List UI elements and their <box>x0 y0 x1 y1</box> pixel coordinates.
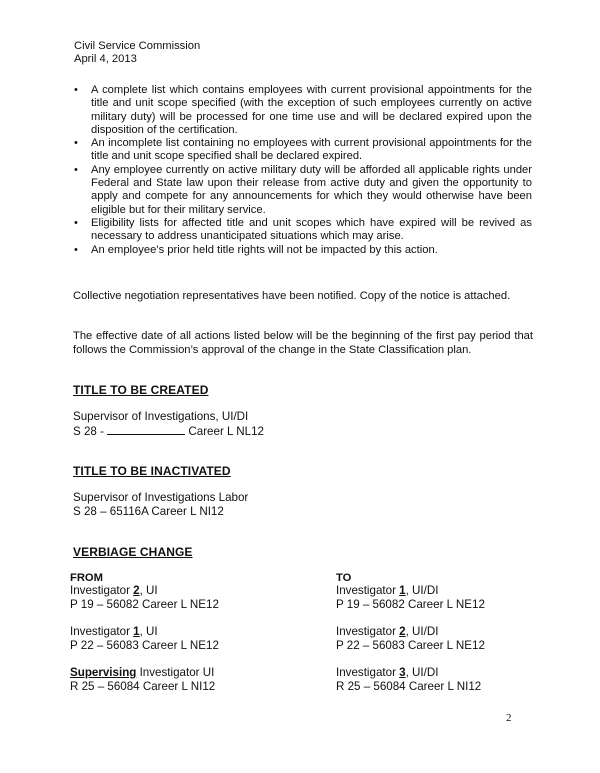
to-label: TO <box>336 572 352 584</box>
blank-code-line <box>107 424 185 435</box>
letter-date: April 4, 2013 <box>74 53 137 65</box>
title-inactivated-heading: TITLE TO BE INACTIVATED <box>73 464 231 478</box>
effective-date-paragraph: The effective date of all actions listed below will be the beginning of the first pay period that follows the Commission’s approval of the change in the State Classification plan. <box>73 330 533 356</box>
from-entry: Investigator 2, UI P 19 – 56082 Career L NE12 <box>70 584 219 611</box>
list-item: • Eligibility lists for affected title and unit scopes which have expired will be revived as necessary to address unanticipated situations which may arise. <box>74 216 532 243</box>
created-title-code: S 28 - Career L NL12 <box>73 425 264 438</box>
list-item: • A complete list which contains employees with current provisional appointments for the title and unit scope specified (with the exception of such employees currently on active military duty) will be processed for one time use and will be declared expired upon the disposition of the certification. <box>74 84 532 136</box>
list-item: • An incomplete list containing no employees with current provisional appointments for the title and unit scope specified shall be declared expired. <box>74 137 532 163</box>
title-created-block <box>73 410 264 439</box>
title-created-heading: TITLE TO BE CREATED <box>73 383 209 397</box>
from-label: FROM <box>70 572 103 584</box>
verbiage-change-heading: VERBIAGE CHANGE <box>73 545 193 559</box>
conditions-list <box>72 84 532 257</box>
organization-name: Civil Service Commission <box>74 40 201 52</box>
bullet-icon: • <box>74 137 78 150</box>
created-title-name: Supervisor of Investigations, UI/DI <box>73 410 249 423</box>
bullet-icon: • <box>74 84 78 96</box>
bullet-icon: • <box>74 243 78 256</box>
list-item: • Any employee currently on active military duty will be afforded all applicable rights under Federal and State law upon their release from active duty and given the opportunity to apply and compete for any announcements for which they would otherwise have been eligible but for their military service. <box>74 163 532 216</box>
to-entry: Investigator 3, UI/DI R 25 – 56084 Career L NI12 <box>336 666 482 693</box>
list-item: • An employee’s prior held title rights will not be impacted by this action. <box>74 243 438 256</box>
title-inactivated-block <box>73 491 248 519</box>
bullet-icon: • <box>74 216 78 229</box>
to-entry: Investigator 2, UI/DI P 22 – 56083 Career L NE12 <box>336 625 485 652</box>
page-number: 2 <box>506 712 512 724</box>
notification-paragraph: Collective negotiation representatives have been notified. Copy of the notice is attached. <box>73 290 511 302</box>
from-entry: Investigator 1, UI P 22 – 56083 Career L NE12 <box>70 625 219 652</box>
inactivated-title-name: Supervisor of Investigations Labor <box>73 491 249 504</box>
bullet-icon: • <box>74 163 78 176</box>
to-entry: Investigator 1, UI/DI P 19 – 56082 Career L NE12 <box>336 584 485 611</box>
inactivated-title-code: S 28 – 65116A Career L NI12 <box>73 505 224 518</box>
letter-header <box>74 40 200 66</box>
from-entry: Supervising Investigator UI R 25 – 56084 Career L NI12 <box>70 666 216 693</box>
